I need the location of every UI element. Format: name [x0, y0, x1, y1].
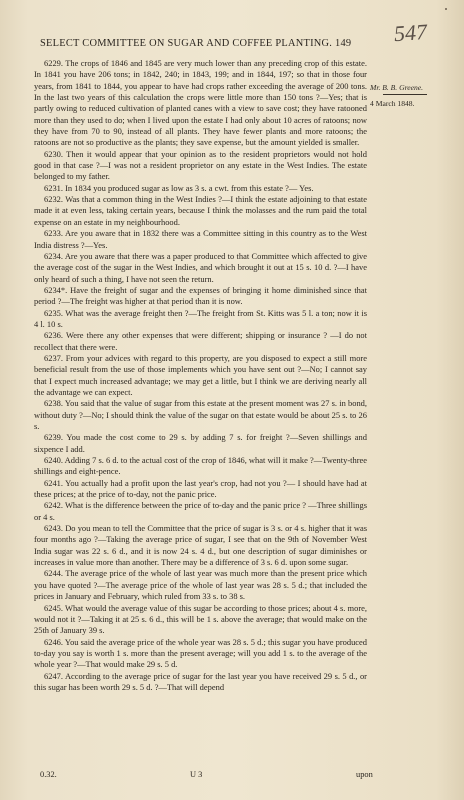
question-paragraph: 6244. The average price of the whole of last year was much more than the present price which you have quoted ?—The average price of the whole of last year was 28 s. 5 d.; that included the prices in January and February, which ruled from 33 s. to 38 s.: [34, 568, 367, 602]
question-paragraph: 6234. Are you aware that there was a paper produced to that Committee which affected to give the average cost of the sugar in the West Indies, and which brought it out at 15 s. 10 d. ?—I have only heard of such a thing, I have not seen the return.: [34, 250, 367, 284]
evidence-body: [34, 58, 367, 693]
question-paragraph: 6246. You said the average price of the whole year was 28 s. 5 d.; this sugar you have produced to-day you say is worth 1 s. more than the present average; will you add 1 s. to the average of the whole year ?—That would make 29 s. 5 d.: [34, 636, 367, 670]
question-paragraph: 6234*. Have the freight of sugar and the expenses of bringing it home diminished since that period ?—The freight was higher at that period than it is now.: [34, 284, 367, 307]
witness-name: Mr. B. B. Greene.: [370, 83, 424, 92]
margin-mark: [445, 8, 447, 10]
running-header: [40, 38, 400, 49]
question-paragraph: 6245. What would the average value of this sugar be according to those prices; about 4 s. more, would not it ?—Taking it at 25 s. 6 d., this will be 1 s. above the average; that would make on the 25th of January 39 s.: [34, 602, 367, 636]
question-paragraph: 6240. Adding 7 s. 6 d. to the actual cost of the crop of 1846, what will it make ?—Twenty-three shillings and eight-pence.: [34, 455, 367, 477]
question-paragraph: 6238. You said that the value of sugar from this estate at the present moment was 27 s. in bond, without duty ?—No; I should think the value of the sugar on that estate would be about 25 s. to 26 s.: [34, 398, 367, 431]
margin-rule: [383, 94, 427, 95]
question-paragraph: 6236. Were there any other expenses that were different; shipping or insurance ? —I do not recollect that there were.: [34, 330, 367, 352]
signature-mark: U 3: [190, 770, 203, 779]
running-title: SELECT COMMITTEE ON SUGAR AND COFFEE PLANTING.: [40, 38, 333, 49]
question-paragraph: 6241. You actually had a profit upon the last year's crop, had not you ?— I should have had at these prices; at the price of to-day, not the panic price.: [34, 477, 367, 500]
question-paragraph: 6243. Do you mean to tell the Committee that the price of sugar is 3 s. or 4 s. higher that it was four months ago ?—Taking the average price of sugar, I see that on the 9th of November West India sugar was 22 s. 6 d., and it is now 24 s. 4 d., but one description of sugar diminishes or increases in value more than another. There may be a difference of 3 s. 6 d. upon some sugar.: [34, 523, 367, 568]
question-paragraph: 6239. You made the cost come to 29 s. by adding 7 s. for freight ?—Seven shillings and sixpence I add.: [34, 432, 367, 454]
page-number: 149: [335, 38, 352, 49]
evidence-date: 4 March 1848.: [370, 99, 415, 108]
question-paragraph: 6233. Are you aware that in 1832 there was a Committee sitting in this country as to the West India distress ?—Yes.: [34, 228, 367, 250]
question-paragraph: 6237. From your advices with regard to this property, are you disposed to expect a still more beneficial result from the use of those implements which you have sent out ?—No; I cannot say that I expect much increased advantage; we may get a little, but I think we are deriving nearly all the advantage we can expect.: [34, 352, 367, 397]
footer-code: 0.32.: [40, 770, 57, 779]
question-paragraph: 6231. In 1834 you produced sugar as low as 3 s. a cwt. from this estate ?— Yes.: [44, 182, 314, 193]
question-paragraph: 6229. The crops of 1846 and 1845 are very much lower than any preceding crop of this estate. In 1841 you have 206 tons; in 1842, 240; in 1843, 199; and in 1844, 197; so that in those four years, from 1841 to 1844, you appear to have had crops rather exceeding the average of 200 tons. In the last two years of this calculation the crops were little more than 150 tons ?—Yes; that is partly owing to reduced cultivation of planted canes with a view to save cost; they have ratooned more than they used to do; when I lived upon the estate I had only about 10 acres of ratoons; now they have from 70 to 90, instead of all plants. They have fewer plants and more ratoons; the ratoons are not so productive as the plants; they save expense, but the amount yielded is smaller.: [34, 58, 367, 148]
question-paragraph: 6232. Was that a common thing in the West Indies ?—I think the estate adjoining to that estate made it at even less, taking certain years, because I think the molasses and the rum paid the total expense on an estate in my neighbourhood.: [34, 194, 367, 227]
handwritten-folio-number: 547: [393, 18, 428, 47]
catchword: upon: [356, 770, 373, 779]
question-paragraph: 6242. What is the difference between the price of to-day and the panic price ? —Three shillings or 4 s.: [34, 500, 367, 522]
question-paragraph: 6235. What was the average freight then ?—The freight from St. Kitts was 5 l. a ton; now it is 4 l. 10 s.: [34, 307, 367, 329]
question-paragraph: 6230. Then it would appear that your opinion as to the resident proprietors would not hold good in that case ?—I was not a resident proprietor on any estate in the West Indies. The estate belonged to my father.: [34, 148, 367, 182]
question-paragraph: 6247. According to the average price of sugar for the last year you have received 29 s. 5 d., or this sugar has been worth 29 s. 5 d. ?—That will depend: [34, 670, 367, 692]
